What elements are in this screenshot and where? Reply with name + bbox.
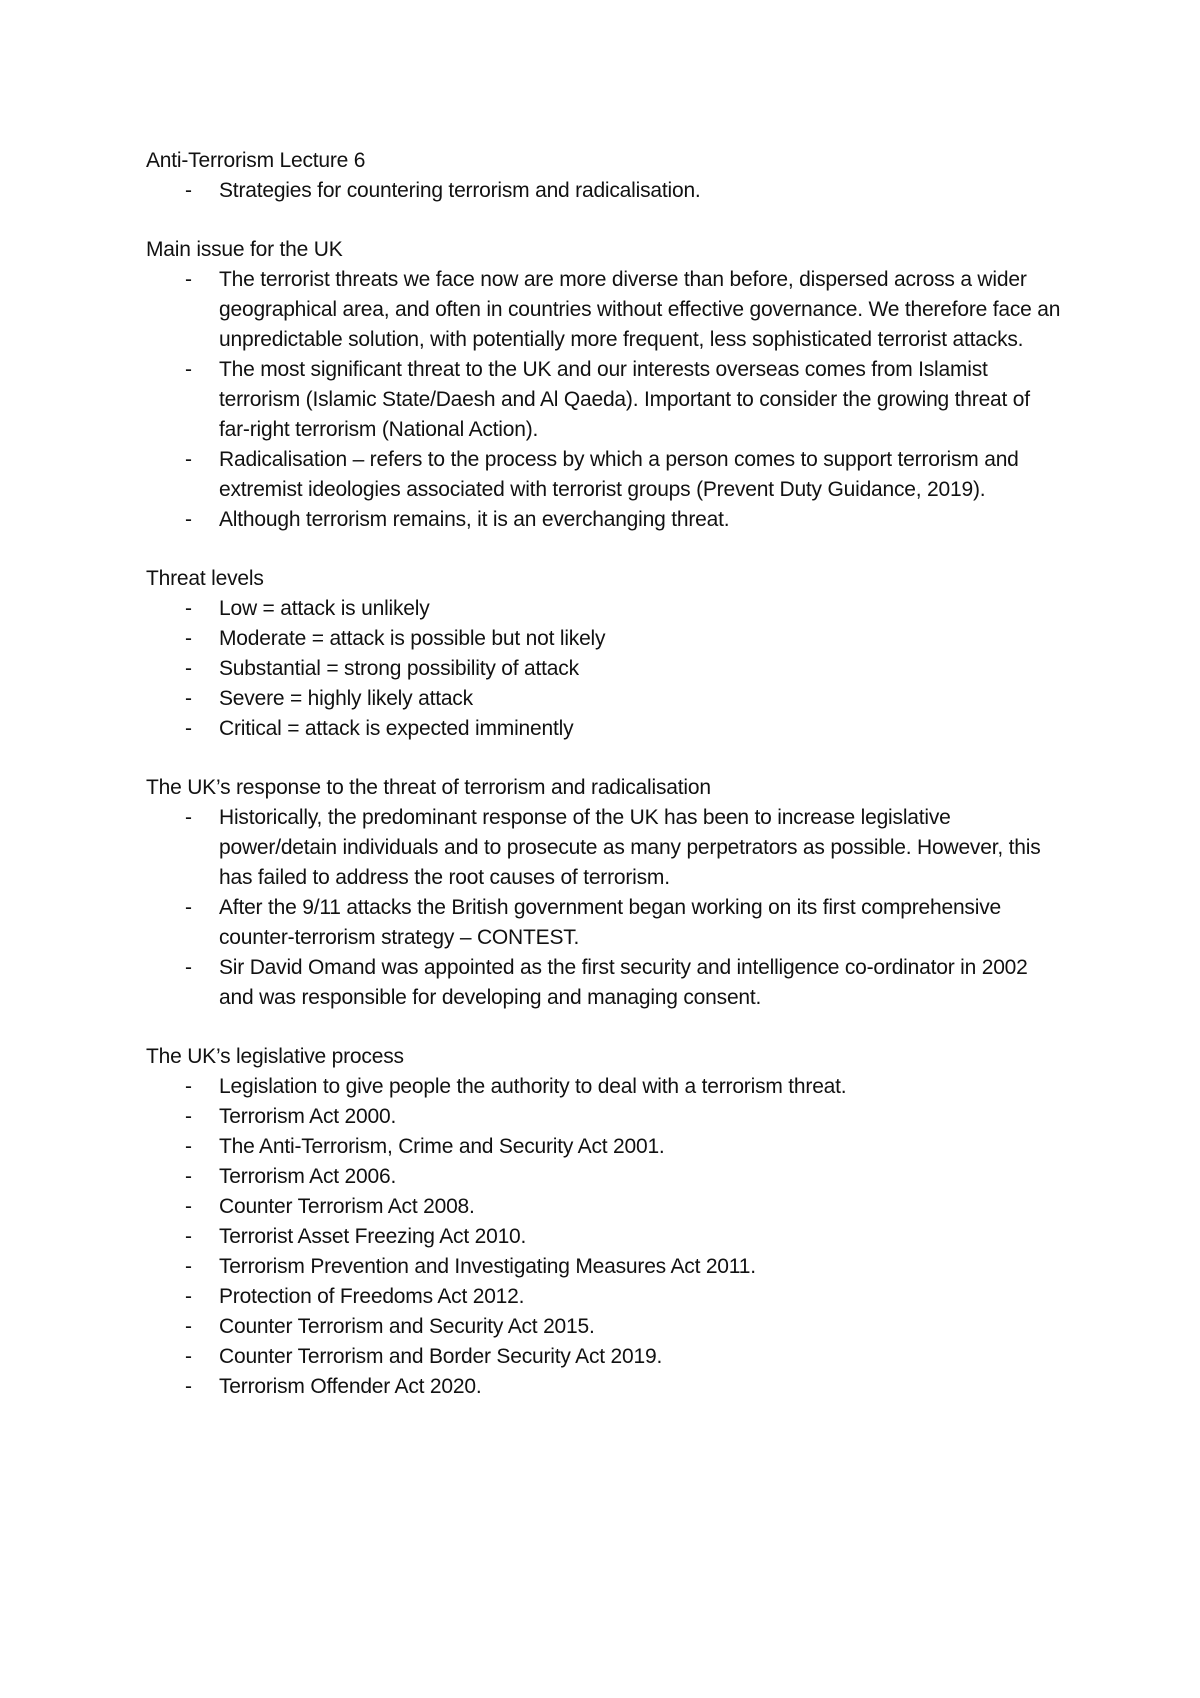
bullet-text: Critical = attack is expected imminently	[219, 717, 574, 740]
bullet-dash-icon: -	[185, 717, 192, 740]
bullet-item	[146, 1102, 1066, 1132]
bullet-dash-icon: -	[185, 687, 192, 710]
bullet-text: The most significant threat to the UK and our interests overseas comes from Islamist terrorism (Islamic State/Daesh and Al Qaeda). Important to consider the growing threat of far-right terrorism (National Action).	[219, 358, 1030, 441]
bullet-text: Protection of Freedoms Act 2012.	[219, 1285, 525, 1308]
bullet-item	[146, 803, 1066, 893]
bullet-text: Counter Terrorism Act 2008.	[219, 1195, 475, 1218]
bullet-dash-icon: -	[185, 1225, 192, 1248]
bullet-text: Sir David Omand was appointed as the first security and intelligence co-ordinator in 2002 and was responsible for developing and managing consent.	[219, 956, 1028, 1009]
bullet-dash-icon: -	[185, 268, 192, 291]
bullet-item	[146, 1372, 1066, 1402]
bullet-dash-icon: -	[185, 1285, 192, 1308]
bullet-text: Terrorism Offender Act 2020.	[219, 1375, 482, 1398]
bullet-dash-icon: -	[185, 806, 192, 829]
bullet-dash-icon: -	[185, 627, 192, 650]
section	[146, 773, 1066, 1013]
bullet-item	[146, 505, 1066, 535]
bullet-text: Counter Terrorism and Security Act 2015.	[219, 1315, 595, 1338]
bullet-text: Terrorism Act 2006.	[219, 1165, 397, 1188]
document-body	[146, 146, 1066, 1431]
bullet-dash-icon: -	[185, 1315, 192, 1338]
section-heading: Main issue for the UK	[146, 238, 343, 261]
bullet-text: Moderate = attack is possible but not likely	[219, 627, 606, 650]
bullet-list	[146, 265, 1066, 535]
bullet-dash-icon: -	[185, 1255, 192, 1278]
bullet-dash-icon: -	[185, 1165, 192, 1188]
bullet-dash-icon: -	[185, 896, 192, 919]
bullet-item	[146, 1252, 1066, 1282]
bullet-dash-icon: -	[185, 597, 192, 620]
bullet-dash-icon: -	[185, 1375, 192, 1398]
bullet-item	[146, 265, 1066, 355]
section	[146, 1042, 1066, 1402]
bullet-item	[146, 893, 1066, 953]
section	[146, 235, 1066, 535]
bullet-dash-icon: -	[185, 358, 192, 381]
bullet-item	[146, 445, 1066, 505]
section-heading: The UK’s legislative process	[146, 1045, 404, 1068]
bullet-text: Terrorism Act 2000.	[219, 1105, 397, 1128]
bullet-item	[146, 594, 1066, 624]
bullet-text: After the 9/11 attacks the British government began working on its first comprehensive counter-terrorism strategy – CONTEST.	[219, 896, 1001, 949]
bullet-item	[146, 1072, 1066, 1102]
bullet-dash-icon: -	[185, 1195, 192, 1218]
bullet-text: Terrorism Prevention and Investigating Measures Act 2011.	[219, 1255, 756, 1278]
bullet-text: Terrorist Asset Freezing Act 2010.	[219, 1225, 527, 1248]
bullet-list	[146, 176, 1066, 206]
bullet-text: Legislation to give people the authority to deal with a terrorism threat.	[219, 1075, 847, 1098]
bullet-item	[146, 953, 1066, 1013]
bullet-item	[146, 654, 1066, 684]
section	[146, 146, 1066, 206]
bullet-item	[146, 1342, 1066, 1372]
bullet-item	[146, 714, 1066, 744]
bullet-list	[146, 803, 1066, 1013]
bullet-text: Severe = highly likely attack	[219, 687, 473, 710]
bullet-text: Substantial = strong possibility of attack	[219, 657, 579, 680]
bullet-dash-icon: -	[185, 1075, 192, 1098]
bullet-text: Counter Terrorism and Border Security Act 2019.	[219, 1345, 663, 1368]
section-heading: Threat levels	[146, 567, 264, 590]
bullet-text: Although terrorism remains, it is an everchanging threat.	[219, 508, 730, 531]
bullet-dash-icon: -	[185, 1105, 192, 1128]
bullet-item	[146, 355, 1066, 445]
bullet-item	[146, 1162, 1066, 1192]
section-heading: The UK’s response to the threat of terrorism and radicalisation	[146, 776, 711, 799]
bullet-item	[146, 1312, 1066, 1342]
section-heading: Anti-Terrorism Lecture 6	[146, 149, 366, 172]
bullet-item	[146, 624, 1066, 654]
bullet-item	[146, 1192, 1066, 1222]
bullet-dash-icon: -	[185, 657, 192, 680]
bullet-dash-icon: -	[185, 179, 192, 202]
section	[146, 564, 1066, 744]
bullet-text: The Anti-Terrorism, Crime and Security Act 2001.	[219, 1135, 665, 1158]
bullet-item	[146, 1282, 1066, 1312]
bullet-item	[146, 1222, 1066, 1252]
bullet-dash-icon: -	[185, 1135, 192, 1158]
bullet-item	[146, 684, 1066, 714]
bullet-item	[146, 176, 1066, 206]
bullet-list	[146, 594, 1066, 744]
bullet-dash-icon: -	[185, 1345, 192, 1368]
bullet-dash-icon: -	[185, 956, 192, 979]
bullet-dash-icon: -	[185, 448, 192, 471]
bullet-text: Low = attack is unlikely	[219, 597, 430, 620]
bullet-list	[146, 1072, 1066, 1402]
bullet-text: Historically, the predominant response of the UK has been to increase legislative power/detain individuals and to prosecute as many perpetrators as possible. However, this has failed to address the root causes of terrorism.	[219, 806, 1041, 889]
bullet-dash-icon: -	[185, 508, 192, 531]
bullet-text: Strategies for countering terrorism and radicalisation.	[219, 179, 701, 202]
bullet-text: The terrorist threats we face now are more diverse than before, dispersed across a wider geographical area, and often in countries without effective governance. We therefore face an unpredictable solution, with potentially more frequent, less sophisticated terrorist attacks.	[219, 268, 1061, 351]
bullet-item	[146, 1132, 1066, 1162]
bullet-text: Radicalisation – refers to the process by which a person comes to support terrorism and extremist ideologies associated with terrorist groups (Prevent Duty Guidance, 2019).	[219, 448, 1019, 501]
